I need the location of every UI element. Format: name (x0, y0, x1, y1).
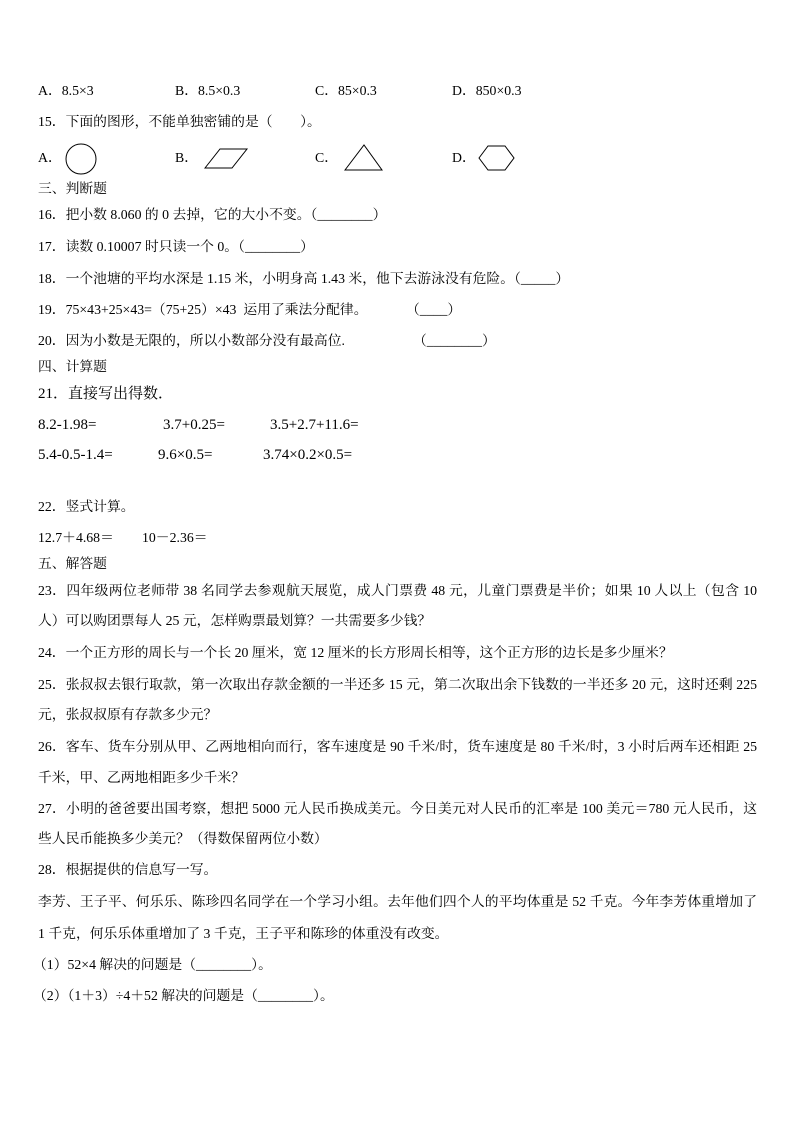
hexagon-shape (478, 145, 516, 173)
q22-title: 22．竖式计算。 (38, 499, 135, 514)
q17-text: 17．读数 0.10007 时只读一个 0。（________） (38, 239, 314, 254)
q18-text: 18．一个池塘的平均水深是 1.15 米，小明身高 1.43 米，他下去游泳没有危险。（_____） (38, 271, 570, 286)
q14-option-d: D．850×0.3 (452, 83, 522, 98)
q23-line: 23．四年级两位老师带 38 名同学去参观航天展览，成人门票费 48 元，儿童门票费是半价；如果 10 人以上（包含 10 (38, 583, 757, 598)
q14-option-c: C．85×0.3 (315, 83, 377, 98)
q21-expression: 3.74×0.2×0.5= (263, 447, 353, 463)
section-heading-solve: 五、解答题 (38, 556, 107, 571)
q19-text: 19．75×43+25×43=（75+25）×43 运用了乘法分配律。 (38, 302, 368, 317)
q27-line: 27．小明的爸爸要出国考察，想把 5000 元人民币换成美元。今日美元对人民币的汇率是 100 美元＝780 元人民币，这 (38, 801, 757, 816)
parallelogram-shape (203, 147, 250, 171)
q28-title: 28．根据提供的信息写一写。 (38, 862, 218, 877)
q21-expression: 5.4-0.5-1.4= (38, 447, 113, 463)
q14-option-a: A．8.5×3 (38, 83, 94, 98)
section-heading-judge: 三、判断题 (38, 181, 107, 196)
q15-stem: 15．下面的图形，不能单独密铺的是（ ）。 (38, 114, 321, 129)
q15-option-a-label: A． (38, 150, 62, 165)
q21-expression: 3.5+2.7+11.6= (270, 417, 359, 433)
q25-line: 25．张叔叔去银行取款，第一次取出存款金额的一半还多 15 元，第二次取出余下钱数的一半还多 20 元，这时还剩 225 (38, 677, 757, 692)
section-heading-calc: 四、计算题 (38, 359, 107, 374)
q16-text: 16．把小数 8.060 的 0 去掉，它的大小不变。（________） (38, 207, 387, 222)
q28-sub-question-2: （2）（1＋3）÷4＋52 解决的问题是（________）。 (33, 988, 334, 1003)
circle-shape (64, 142, 98, 176)
q21-title: 21．直接写出得数． (38, 386, 174, 402)
q28-info-line: 李芳、王子平、何乐乐、陈珍四名同学在一个学习小组。去年他们四个人的平均体重是 52 千克。今年李芳体重增加了 (38, 894, 757, 909)
q21-expression: 9.6×0.5= (158, 447, 213, 463)
q14-option-b: B．8.5×0.3 (175, 83, 241, 98)
q20-answer-blank: （________） (413, 333, 496, 348)
q26-line: 千米，甲、乙两地相距多少千米？ (38, 770, 245, 785)
q21-expression: 8.2-1.98= (38, 417, 97, 433)
q26-line: 26．客车、货车分别从甲、乙两地相向而行，客车速度是 90 千米/时，货车速度是 80 千米/时，3 小时后两车还相距 25 (38, 739, 757, 754)
triangle-shape (343, 143, 385, 173)
q21-expression: 3.7+0.25= (163, 417, 225, 433)
q28-info-line: 1 千克，何乐乐体重增加了 3 千克，王子平和陈珍的体重没有改变。 (38, 926, 449, 941)
q27-line: 些人民币能换多少美元？（得数保留两位小数） (38, 831, 328, 846)
q20-text: 20．因为小数是无限的，所以小数部分没有最高位. (38, 333, 345, 348)
q25-line: 元，张叔叔原有存款多少元？ (38, 707, 218, 722)
q15-option-d-label: D． (452, 150, 476, 165)
q22-expression: 10－2.36＝ (142, 530, 208, 545)
q15-option-b-label: B． (175, 150, 198, 165)
q15-option-c-label: C． (315, 150, 338, 165)
q24-line: 24．一个正方形的周长与一个长 20 厘米，宽 12 厘米的长方形周长相等，这个正方形的边长是多少厘米？ (38, 645, 673, 660)
q22-expression: 12.7＋4.68＝ (38, 530, 114, 545)
q28-sub-question-1: （1）52×4 解决的问题是（________）。 (33, 957, 272, 972)
q19-answer-blank: （____） (406, 302, 462, 317)
q23-line: 人）可以购团票每人 25 元，怎样购票最划算？一共需要多少钱？ (38, 613, 432, 628)
